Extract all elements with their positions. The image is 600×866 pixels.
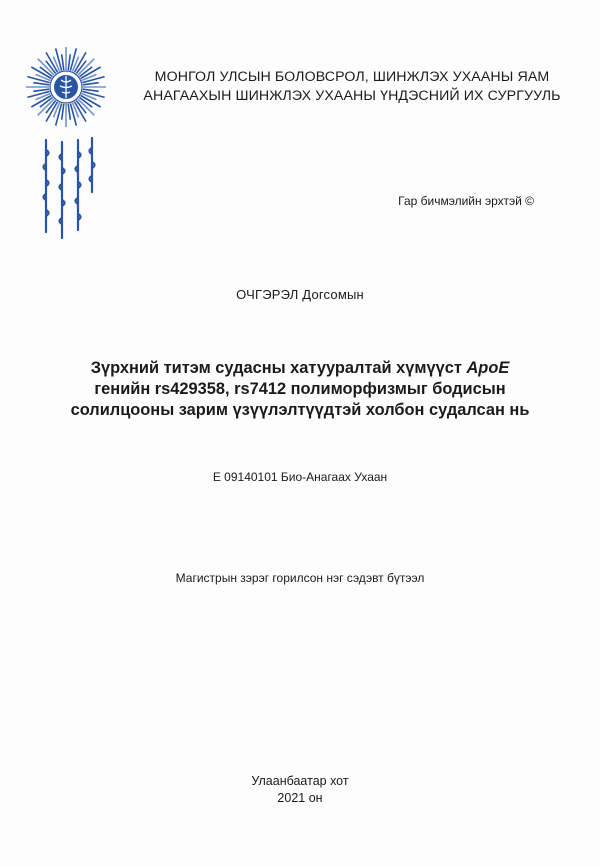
gene-name: ApoE bbox=[466, 359, 510, 377]
copyright-notice: Гар бичмэлийн эрхтэй © bbox=[398, 194, 534, 208]
title-line-3: солилцооны зарим үзүүлэлтүүдтэй холбон судалсан нь bbox=[70, 401, 530, 419]
thesis-title bbox=[60, 358, 540, 421]
title-line-1-text: Зүрхний титэм судасны хатууралтай хүмүүст bbox=[90, 359, 467, 377]
program-code: E 09140101 Био-Анагаах Ухаан bbox=[212, 470, 388, 484]
sunburst-ray bbox=[33, 83, 49, 85]
year: 2021 он bbox=[277, 791, 323, 805]
sunburst-ray bbox=[33, 89, 49, 91]
sunburst-ray bbox=[68, 54, 70, 70]
mongolian-script-icon bbox=[44, 138, 95, 238]
sunburst-ray bbox=[62, 104, 64, 120]
university-logo-icon bbox=[22, 42, 110, 242]
sunburst-ray bbox=[83, 83, 99, 85]
place-and-year bbox=[0, 773, 600, 807]
city: Улаанбаатар хот bbox=[251, 774, 349, 788]
ministry-header bbox=[122, 68, 582, 106]
ministry-line-1: МОНГОЛ УЛСЫН БОЛОВСРОЛ, ШИНЖЛЭХ УХААНЫ ЯАМ bbox=[154, 69, 550, 85]
title-line-2: генийн rs429358, rs7412 полиморфизмыг бодисын bbox=[94, 380, 506, 398]
author-name: ОЧГЭРЭЛ Догсомын bbox=[236, 287, 364, 302]
sunburst-ray bbox=[68, 104, 70, 120]
ministry-line-2: АНАГААХЫН ШИНЖЛЭХ УХААНЫ ҮНДЭСНИЙ ИХ СУРГУУЛЬ bbox=[143, 88, 561, 104]
title-line-1 bbox=[60, 358, 540, 379]
sunburst-ray bbox=[62, 54, 64, 70]
degree-statement: Магистрын зэрэг горилсон нэг сэдэвт бүтээл bbox=[175, 571, 425, 585]
sunburst-ray bbox=[83, 89, 99, 91]
